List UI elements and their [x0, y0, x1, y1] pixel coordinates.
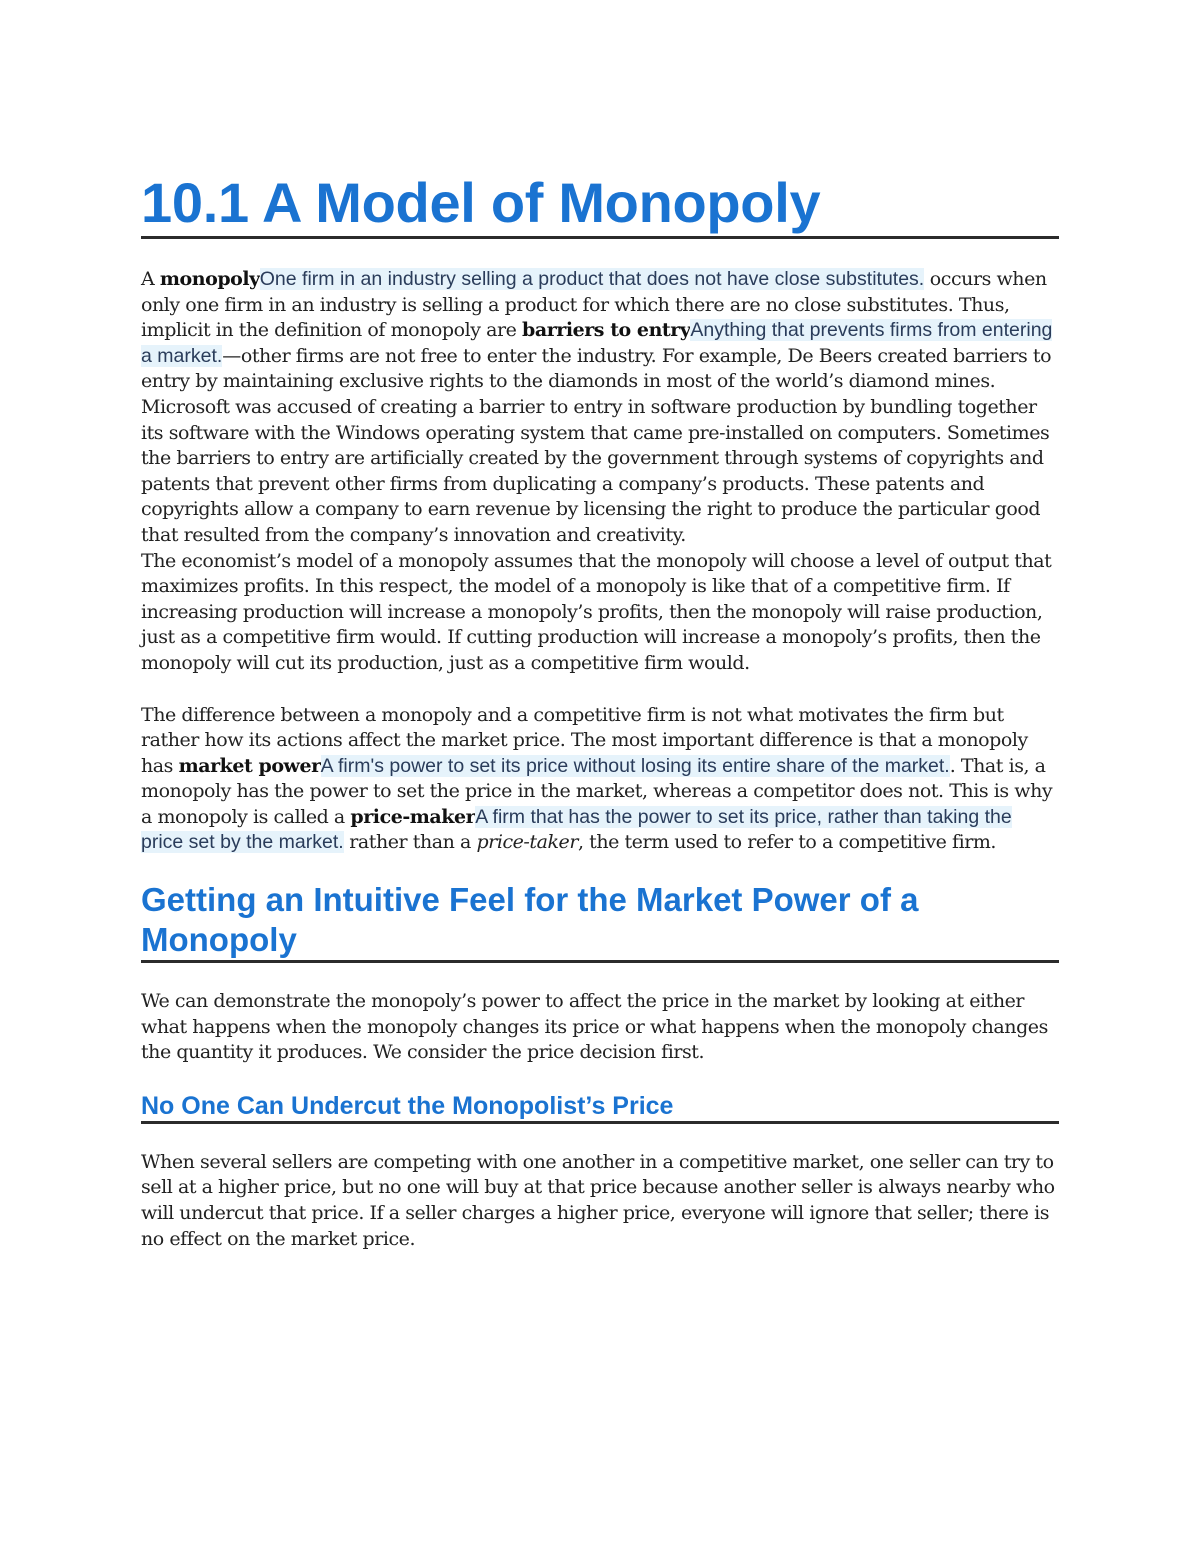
term-price-taker: price-taker [476, 831, 578, 854]
subsection-heading-undercut: No One Can Undercut the Monopolist’s Price [141, 1091, 1059, 1124]
term-price-maker: price-maker [350, 805, 476, 828]
paragraph-model-output: The economist’s model of a monopoly assumes that the monopoly will choose a level of output that maximizes profits. In this respect, the model of a monopoly is like that of a competitive firm. If increasing production will increase a monopoly’s profits, then the monopoly will raise production, just as a competitive firm would. If cutting production will increase a monopoly’s profits, then the monopoly will cut its production, just as a competitive firm would. [141, 549, 1052, 674]
paragraph-monopoly-definition [141, 267, 1059, 549]
paragraph-competing-sellers: When several sellers are competing with one another in a competitive market, one seller can try to sell at a higher price, but no one will buy at that price because another seller is always nearby who will undercut that price. If a seller charges a higher price, everyone will ignore that seller; there is no effect on the market price. [141, 1150, 1055, 1250]
definition-market-power: A firm's power to set its price without losing its entire share of the market. [320, 754, 950, 777]
text-run: A [141, 268, 160, 290]
term-barriers-to-entry: barriers to entry [522, 319, 691, 342]
term-monopoly: monopoly [159, 268, 260, 290]
text-run: rather than a [343, 831, 477, 854]
text-run: occurs when only one firm in an industry is selling a product for which there are no close substitutes. Thus, implicit in the definition of monopoly are [141, 268, 1047, 342]
term-market-power: market power [178, 754, 321, 777]
paragraph-market-power [141, 703, 1059, 857]
definition-monopoly: One firm in an industry selling a product that does not have close substitutes. [259, 268, 925, 290]
page-title: 10.1 A Model of Monopoly [141, 170, 1059, 239]
document-page [141, 170, 1059, 1252]
text-run: —other firms are not free to enter the industry. For example, De Beers created barriers to entry by maintaining exclusive rights to the diamonds in most of the world’s diamond mines. Microsoft was accused of creating a barrier to entry in software production by bundling together its software with the Windows operating system that came pre-installed on computers. Sometimes the barriers to entry are artificially created by the government through systems of copyrights and patents that prevent other firms from duplicating a company’s products. These patents and copyrights allow a company to earn revenue by licensing the right to produce the particular good that resulted from the company’s innovation and creativity. [141, 344, 1052, 546]
text-run: . That is, a monopoly has the power to set the price in the market, whereas a competitor does not. This is why a monopoly is called a [141, 754, 1053, 828]
definition-price-maker: A firm that has the power to set its price, rather than taking the price set by the market. [141, 805, 1012, 854]
paragraph-demonstrate-power: We can demonstrate the monopoly’s power to affect the price in the market by looking at either what happens when the monopoly changes its price or what happens when the monopoly changes the quantity it produces. We consider the price decision first. [141, 990, 1048, 1064]
text-run: The difference between a monopoly and a competitive firm is not what motivates the firm but rather how its actions affect the market price. The most important difference is that a monopoly has [141, 703, 1028, 777]
section-heading-market-power: Getting an Intuitive Feel for the Market Power of a Monopoly [141, 880, 1059, 963]
definition-barriers-to-entry: Anything that prevents firms from entering a market. [141, 319, 1053, 367]
text-run: , the term used to refer to a competitive firm. [577, 831, 997, 854]
